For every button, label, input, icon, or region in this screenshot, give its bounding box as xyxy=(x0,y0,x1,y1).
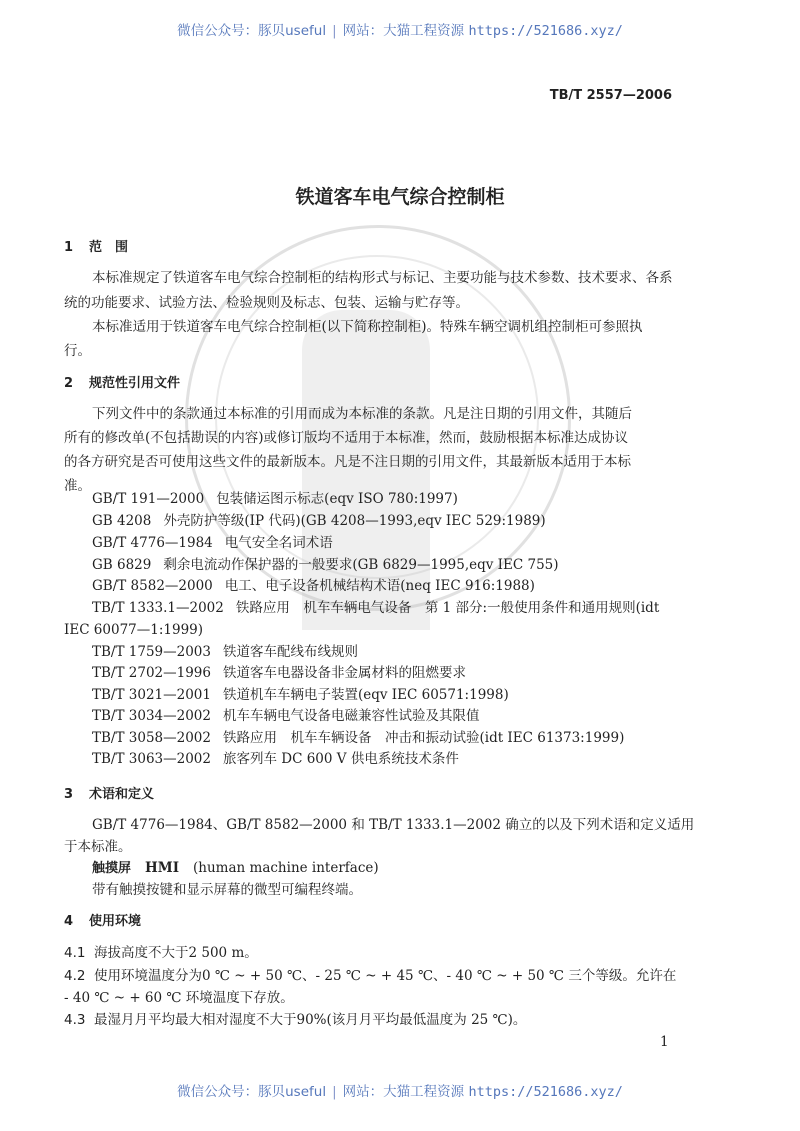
watermark-site: 网站：大猫工程资源 xyxy=(342,1084,465,1100)
section-heading-4: 4 使用环境 xyxy=(64,914,142,929)
clause-4-2: 4.2 使用环境温度分为0 ℃ ~ + 50 ℃、- 25 ℃ ~ + 45 ℃、- 40 ℃ ~ + 50 ℃ 三个等级。允许在 xyxy=(64,968,677,984)
clause-4-3: 4.3 最湿月月平均最大相对湿度不大于90%(该月月平均最低温度为 25 ℃)。 xyxy=(64,1012,527,1028)
watermark-wechat: 微信公众号：豚贝useful xyxy=(177,1084,327,1100)
watermark-separator: | xyxy=(332,23,337,39)
reference-item: TB/T 3021—2001 铁道机车车辆电子装置(eqv IEC 60571:1998) xyxy=(92,687,509,703)
paragraph-line: 本标准规定了铁道客车电气综合控制柜的结构形式与标记、主要功能与技术参数、技术要求、各系 xyxy=(92,270,673,286)
reference-item-continuation: IEC 60077—1:1999) xyxy=(64,622,204,638)
document-id: TB/T 2557—2006 xyxy=(549,88,672,103)
reference-item: GB 6829 剩余电流动作保护器的一般要求(GB 6829—1995,eqv IEC 755) xyxy=(92,557,559,573)
paragraph-line: 行。 xyxy=(64,343,91,359)
reference-item: TB/T 3034—2002 机车车辆电气设备电磁兼容性试验及其限值 xyxy=(92,708,480,724)
term-definition: 带有触摸按键和显示屏幕的微型可编程终端。 xyxy=(92,882,362,898)
watermark-url[interactable]: https://521686.xyz/ xyxy=(468,1084,623,1100)
paragraph-line: 所有的修改单(不包括勘误的内容)或修订版均不适用于本标准，然而，鼓励根据本标准达成协议 xyxy=(64,430,629,446)
watermark-wechat: 微信公众号：豚贝useful xyxy=(177,23,327,39)
watermark-url[interactable]: https://521686.xyz/ xyxy=(468,23,623,39)
watermark-separator: | xyxy=(332,1084,337,1100)
reference-item: GB/T 4776—1984 电气安全名词术语 xyxy=(92,535,333,551)
clause-4-2-continuation: - 40 ℃ ~ + 60 ℃ 环境温度下存放。 xyxy=(64,990,294,1006)
paragraph-line: GB/T 4776—1984、GB/T 8582—2000 和 TB/T 1333.1—2002 确立的以及下列术语和定义适用 xyxy=(92,817,695,833)
section-heading-1: 1 范 围 xyxy=(64,240,129,255)
reference-item: TB/T 3058—2002 铁路应用 机车车辆设备 冲击和振动试验(idt IEC 61373:1999) xyxy=(92,730,625,746)
reference-item: GB/T 8582—2000 电工、电子设备机械结构术语(neq IEC 916:1988) xyxy=(92,578,535,594)
paragraph-line: 本标准适用于铁道客车电气综合控制柜(以下简称控制柜)。特殊车辆空调机组控制柜可参照执 xyxy=(92,319,643,335)
clause-4-1: 4.1 海拔高度不大于2 500 m。 xyxy=(64,945,258,961)
paragraph-line: 准。 xyxy=(64,478,91,494)
term-entry: 触摸屏 HMI (human machine interface) xyxy=(92,860,379,876)
paragraph-line: 的各方研究是否可使用这些文件的最新版本。凡是不注日期的引用文件，其最新版本适用于本标 xyxy=(64,454,631,470)
top-watermark xyxy=(0,19,800,39)
paragraph-line: 下列文件中的条款通过本标准的引用而成为本标准的条款。凡是注日期的引用文件，其随后 xyxy=(92,406,632,422)
page-title: 铁道客车电气综合控制柜 xyxy=(295,186,505,208)
watermark-site: 网站：大猫工程资源 xyxy=(342,23,465,39)
page-number: 1 xyxy=(660,1034,669,1050)
reference-item: TB/T 2702—1996 铁道客车电器设备非金属材料的阻燃要求 xyxy=(92,665,466,681)
reference-item: TB/T 1759—2003 铁道客车配线布线规则 xyxy=(92,644,358,660)
reference-item: GB/T 191—2000 包装储运图示标志(eqv ISO 780:1997) xyxy=(92,491,458,507)
reference-item: GB 4208 外壳防护等级(IP 代码)(GB 4208—1993,eqv IEC 529:1989) xyxy=(92,513,546,529)
reference-item: TB/T 3063—2002 旅客列车 DC 600 V 供电系统技术条件 xyxy=(92,751,459,767)
reference-item: TB/T 1333.1—2002 铁路应用 机车车辆电气设备 第 1 部分:一般使用条件和通用规则(idt xyxy=(92,600,660,616)
bottom-watermark xyxy=(0,1080,800,1100)
paragraph-line: 统的功能要求、试验方法、检验规则及标志、包装、运输与贮存等。 xyxy=(64,295,469,311)
section-heading-2: 2 规范性引用文件 xyxy=(64,376,181,391)
section-heading-3: 3 术语和定义 xyxy=(64,787,155,802)
paragraph-line: 于本标准。 xyxy=(64,839,132,855)
